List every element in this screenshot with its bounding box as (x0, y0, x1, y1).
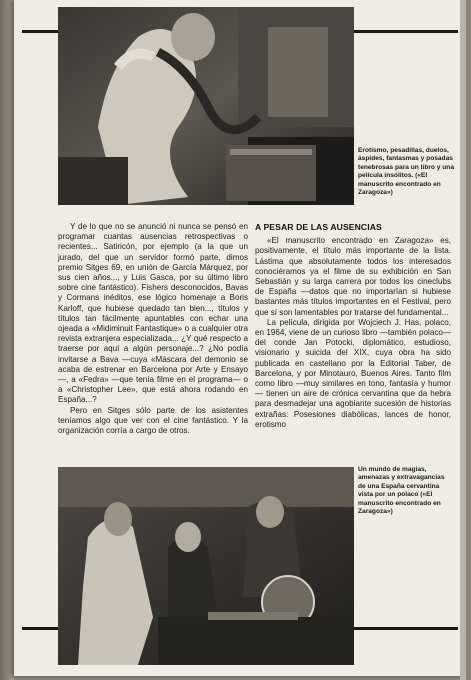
article-column-left (58, 222, 248, 436)
article-column-right (255, 222, 451, 430)
caption-bottom-photo: Un mundo de magias, amenazas y extravagancias de una España cervantina vista por un polaco («El manuscrito encontrado en Zaragoza») (358, 466, 445, 516)
film-still-serpent-photo (58, 7, 354, 205)
film-still-group-photo (58, 467, 354, 665)
section-heading: A PESAR DE LAS AUSENCIAS (255, 222, 382, 232)
page-edge (460, 0, 466, 680)
left-paragraph-1: Y de lo que no se anunció ni nunca se pensó en programar cuantas ausencias retrospectivas o recientes... Satiricón, por ejemplo (a la que un jurado, del que un servidor formó parte, dimos premio Sitges 69, en unión de García Márquez, por sus cien años..., y Luis Gasca, por su último libro sobre cine fantástico). Fishers desconocidos, Bavas y Cormans inéditos, ese lógico homenaje a Boris Karloff, que hubiese quedado tan bien..., títulos y títulos tan fácilmente apuntables con echar una ojeada a «Midiminuit Fantastique» o a cualquier otra revista extranjera especializada... ¿Y qué respecto a traerse por aquí a algún personaje...? ¿No podía invitarse a Bava —cuya «Máscara del demonio se acaba de estrenar en Barcelona por Arte y Ensayo—, a «Fedra» —que tenía filme en el programa— o a «Christopher Lee», que está ahora rodando en España...? (58, 222, 248, 405)
right-paragraph-2: La película, dirigida por Wojciech J. Has, polaco, en 1964, viene de un curioso libro —también polaco— del conde Jan Potocki, diplomático, estudioso, visionario y suicida del XIX, cuya obra ha sido publicada en castellano por la Editorial Taber, de Barcelona, y por Minotauro, Buenos Aires. Tanto film como libro —muy similares en tono, fantasía y humor— tienen un aire de crónica cervantina que da hebra para desmadejar una agobiante sucesión de historias extrañas: Posesiones diabólicas, lances de honor, erotismo (255, 317, 451, 429)
book-spine (0, 0, 14, 680)
caption-top-photo: Erotismo, pesadillas, duelos, áspides, fantasmas y posadas tenebrosas para un libro y una película insólitos. («El manuscrito encontrado en Zaragoza») (358, 147, 454, 197)
right-paragraph-1: «El manuscrito encontrado en Zaragoza» es, positivamente, el título más importante de la lista. Lástima que absolutamente todos los interesados conociéramos ya el filme de su exhibición en San Sebastián y su larga carrera por todos los cineclubs de España —datos que no importarían si hubiese bastantes más títulos importantes en el Festival, pero que sí son lamentables por tratarse del fundamental... (255, 236, 451, 317)
top-rule-right (354, 30, 458, 33)
bottom-rule-left (22, 627, 58, 630)
bottom-rule-right (354, 627, 458, 630)
top-rule-left (22, 30, 58, 33)
left-paragraph-2: Pero en Sitges sólo parte de los asistentes teníamos algo que ver con el cine fantástico. Y la organización corría a cargo de otros. (58, 405, 248, 436)
